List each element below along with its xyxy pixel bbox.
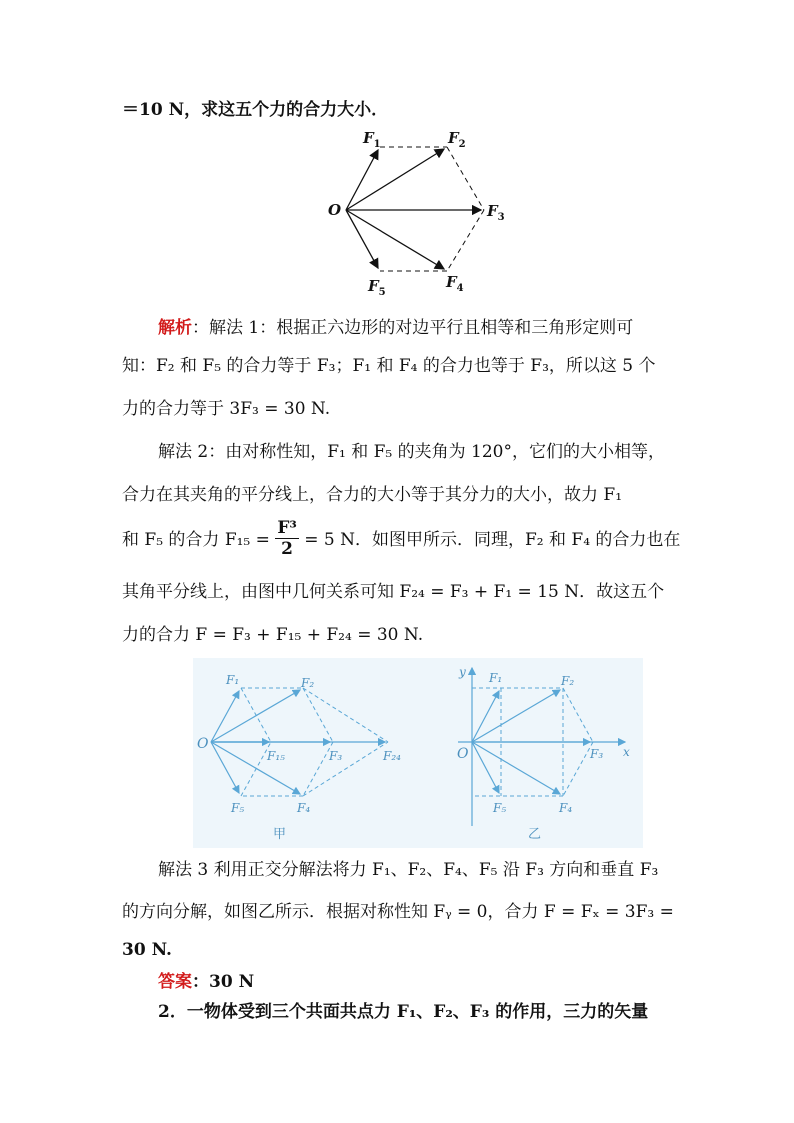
figure-background: [193, 658, 643, 848]
answer-keyword: 答案: [158, 972, 192, 992]
answer-line: [158, 970, 718, 994]
text-line-11: 30 N.: [122, 940, 172, 960]
jia-caption: 甲: [273, 827, 287, 842]
text-line-6: [122, 520, 682, 561]
label-f1: $F_1$: [363, 129, 381, 150]
fraction-f3-over-2: [275, 518, 299, 559]
text-line-1: [158, 316, 718, 340]
yi-axis-y-label: y: [459, 665, 466, 679]
yi-label-f3: F₃: [590, 747, 604, 761]
label-f4: $F_4$: [446, 273, 464, 294]
hexagon-force-figure: [318, 125, 518, 300]
jia-label-f4: F₄: [297, 801, 311, 815]
yi-label-f4: F₄: [559, 801, 573, 815]
fraction-numerator: F³: [277, 518, 297, 538]
text-line-7: 其角平分线上，由图中几何关系可知 F₂₄ = F₃ + F₁ = 15 N．故这五个: [122, 582, 665, 602]
answer-value: ：30 N: [192, 972, 255, 992]
label-f3: $F_3$: [487, 202, 505, 223]
yi-label-f5: F₅: [493, 801, 507, 815]
label-f5: $F_5$: [368, 277, 386, 298]
vector-f2: [346, 149, 444, 210]
label-f2: $F_2$: [448, 129, 466, 150]
jia-label-f3: F₃: [329, 749, 343, 763]
jia-label-f5: F₅: [231, 801, 245, 815]
yi-axis-x-label: x: [623, 745, 630, 759]
analysis-line-1: ：解法 1：根据正六边形的对边平行且相等和三角形定则可: [192, 318, 634, 338]
jia-label-f24: F₂₄: [383, 749, 401, 763]
line6-part-a: 和 F₅ 的合力 F₁₅ =: [122, 530, 270, 550]
vector-f1: [346, 150, 378, 210]
vector-f5: [346, 210, 378, 268]
problem-tail: ＝10 N，求这五个力的合力大小．: [122, 100, 389, 120]
jia-origin: O: [197, 736, 209, 752]
label-origin: O: [328, 201, 342, 219]
vector-f4: [346, 210, 444, 269]
text-line-4: 解法 2：由对称性知，F₁ 和 F₅ 的夹角为 120°，它们的大小相等，: [158, 442, 666, 462]
figures-jia-yi: [193, 658, 643, 848]
yi-caption: 乙: [528, 827, 542, 842]
text-line-8: 力的合力 F = F₃ + F₁₅ + F₂₄ = 30 N.: [122, 625, 424, 645]
jia-label-f1: F₁: [226, 673, 240, 687]
text-line-3: 力的合力等于 3F₃ = 30 N.: [122, 399, 331, 419]
yi-label-f1: F₁: [489, 671, 503, 685]
text-line-10: 的方向分解，如图乙所示．根据对称性知 Fᵧ = 0，合力 F = Fₓ = 3F₃ =: [122, 902, 674, 922]
text-line-12: 2．一物体受到三个共面共点力 F₁、F₂、F₃ 的作用，三力的矢量: [158, 1002, 649, 1022]
jia-label-f2: F₂: [301, 676, 315, 690]
hexagon-dashed-outline: [380, 147, 484, 271]
text-line-0: [122, 98, 682, 122]
jia-label-f15: F₁₅: [267, 749, 285, 763]
text-line-2: 知：F₂ 和 F₅ 的合力等于 F₃；F₁ 和 F₄ 的合力也等于 F₃，所以这 5 个: [122, 356, 656, 376]
fraction-denominator: 2: [281, 539, 293, 559]
analysis-keyword: 解析: [158, 318, 192, 338]
text-line-9: 解法 3 利用正交分解法将力 F₁、F₂、F₄、F₅ 沿 F₃ 方向和垂直 F₃: [158, 860, 659, 880]
text-line-5: 合力在其夹角的平分线上，合力的大小等于其分力的大小，故力 F₁: [122, 485, 623, 505]
yi-origin: O: [457, 746, 469, 762]
yi-label-f2: F₂: [561, 674, 575, 688]
line6-part-b: = 5 N．如图甲所示．同理，F₂ 和 F₄ 的合力也在: [304, 530, 681, 550]
